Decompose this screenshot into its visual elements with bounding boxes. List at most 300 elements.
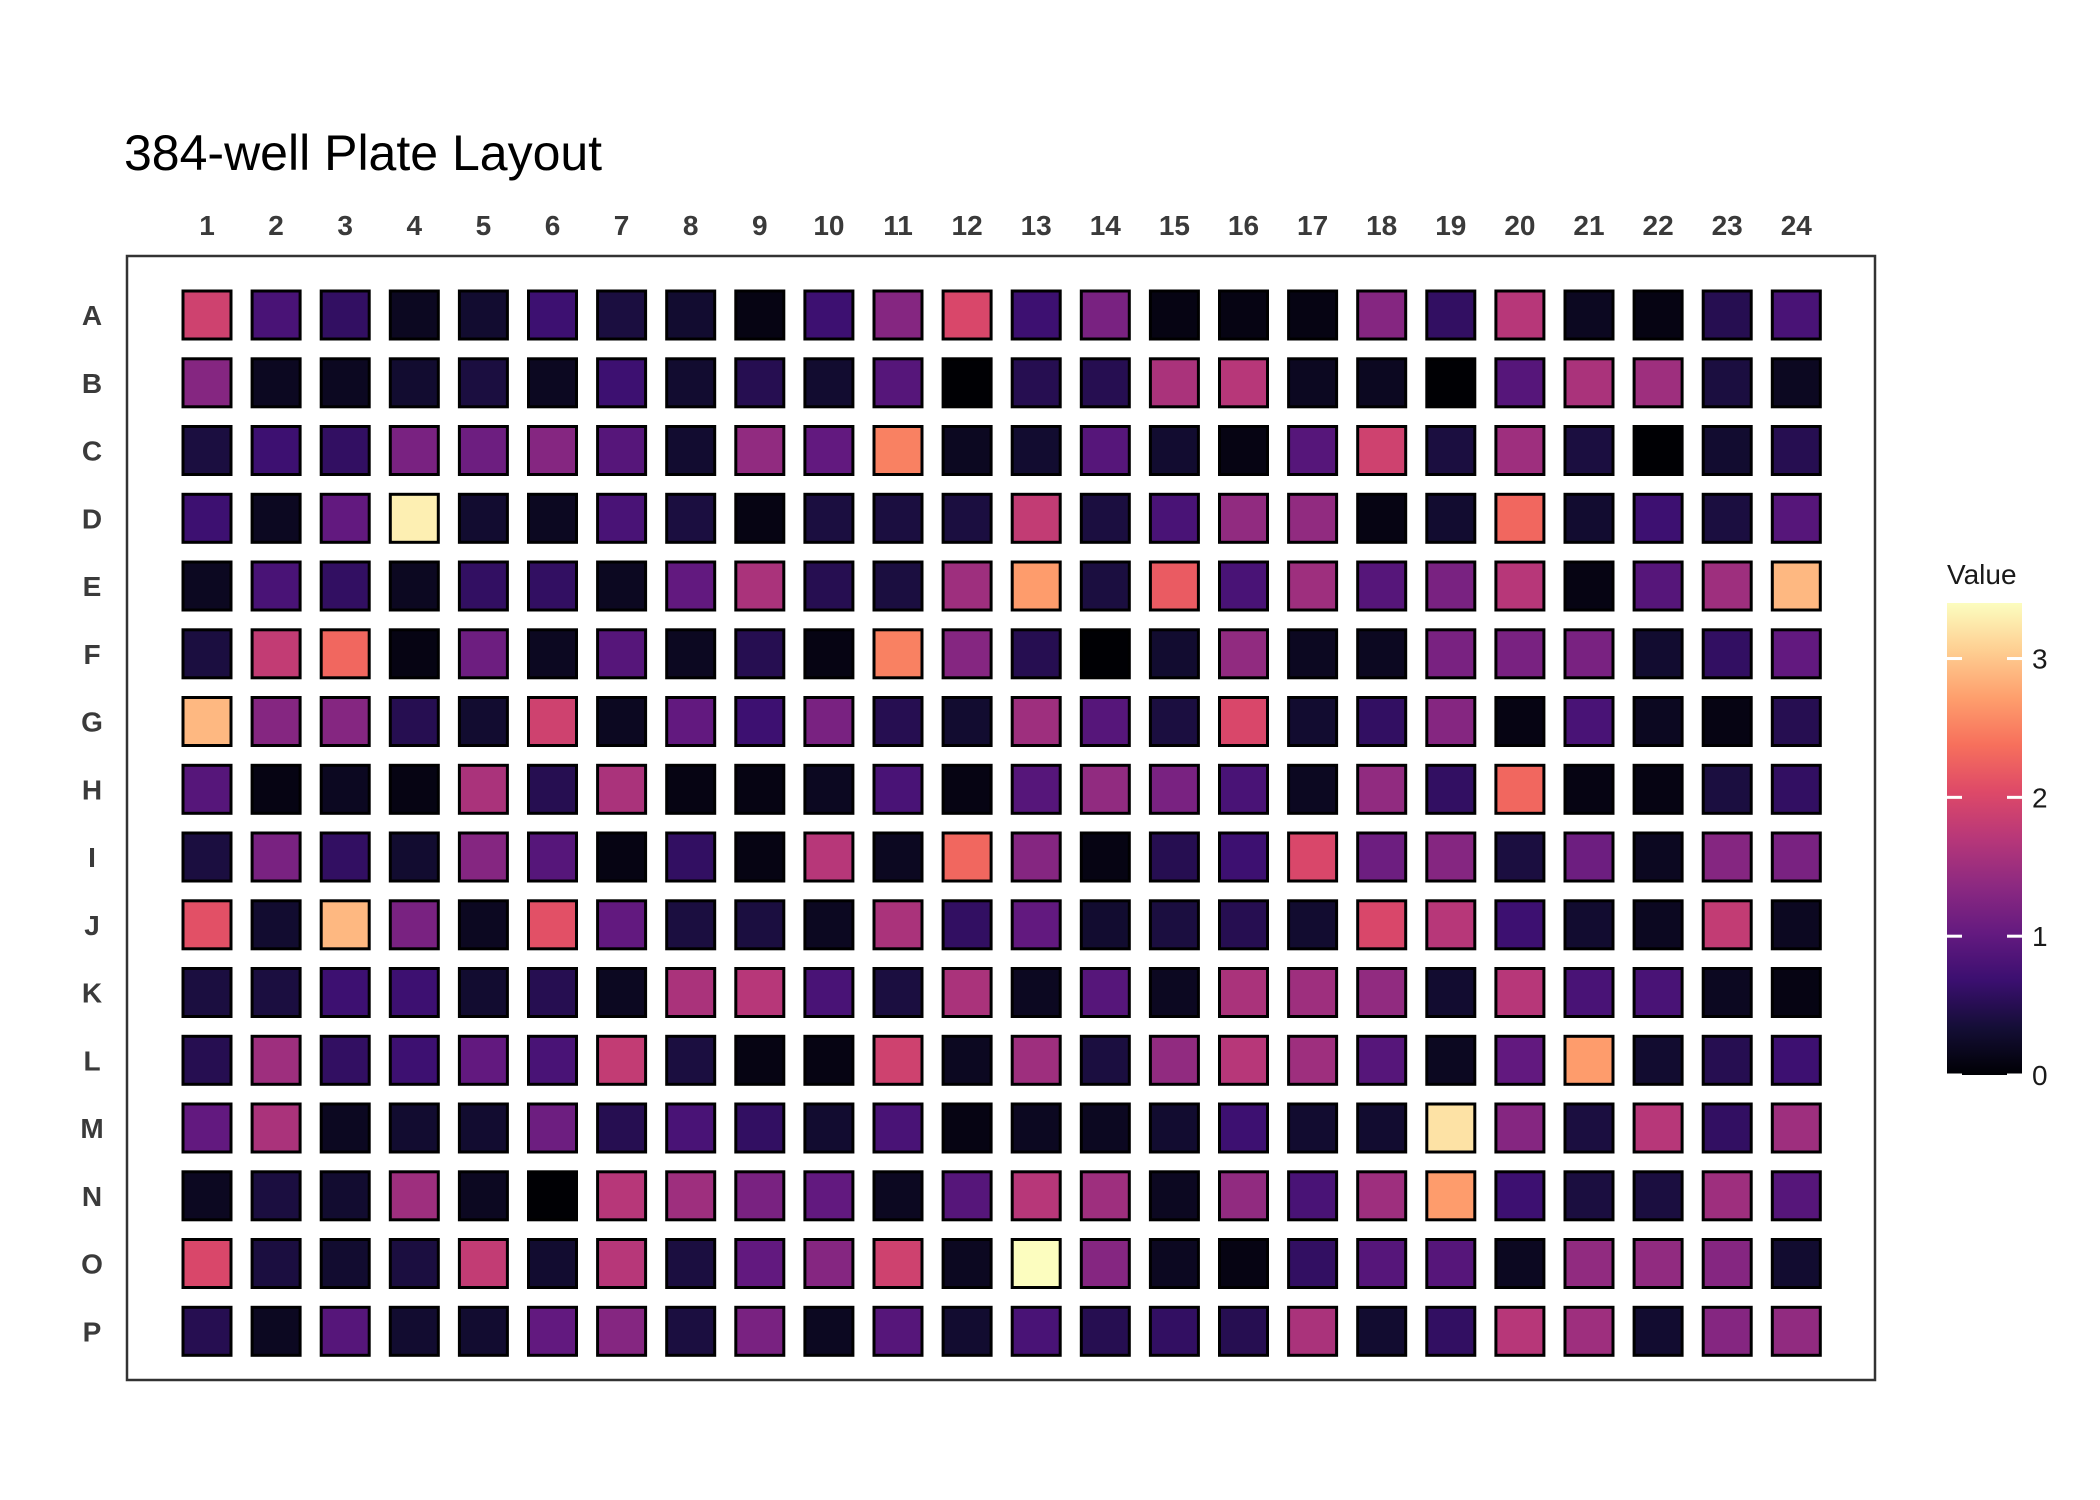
- well-E7: [598, 562, 646, 610]
- well-A23: [1703, 291, 1751, 339]
- well-A24: [1772, 291, 1820, 339]
- well-O11: [874, 1240, 922, 1288]
- well-H9: [736, 765, 784, 813]
- well-O3: [321, 1240, 369, 1288]
- well-K17: [1289, 969, 1337, 1017]
- well-B7: [598, 359, 646, 407]
- well-L14: [1081, 1036, 1129, 1084]
- well-A19: [1427, 291, 1475, 339]
- well-O7: [598, 1240, 646, 1288]
- well-K14: [1081, 969, 1129, 1017]
- well-I20: [1496, 833, 1544, 881]
- well-G7: [598, 698, 646, 746]
- well-E14: [1081, 562, 1129, 610]
- well-E22: [1634, 562, 1682, 610]
- column-label-1: 1: [199, 210, 215, 241]
- well-A6: [529, 291, 577, 339]
- column-label-21: 21: [1573, 210, 1605, 241]
- well-B2: [252, 359, 300, 407]
- well-I8: [667, 833, 715, 881]
- color-legend: [1947, 559, 2048, 1091]
- well-J18: [1358, 901, 1406, 949]
- well-H22: [1634, 765, 1682, 813]
- well-O16: [1220, 1240, 1268, 1288]
- well-I24: [1772, 833, 1820, 881]
- well-N3: [321, 1172, 369, 1220]
- well-L6: [529, 1036, 577, 1084]
- well-D3: [321, 494, 369, 542]
- well-A21: [1565, 291, 1613, 339]
- well-O22: [1634, 1240, 1682, 1288]
- well-A20: [1496, 291, 1544, 339]
- legend-tick-label-2: 2: [2032, 782, 2048, 814]
- well-H13: [1012, 765, 1060, 813]
- column-label-16: 16: [1227, 210, 1260, 241]
- column-labels: [199, 210, 1812, 241]
- well-B17: [1289, 359, 1337, 407]
- well-F1: [183, 630, 231, 678]
- legend-colorbar: [1947, 603, 2022, 1075]
- well-F8: [667, 630, 715, 678]
- well-G12: [943, 698, 991, 746]
- well-F15: [1150, 630, 1198, 678]
- column-label-19: 19: [1435, 210, 1467, 241]
- well-K15: [1150, 969, 1198, 1017]
- row-labels: [80, 300, 103, 1347]
- well-D7: [598, 494, 646, 542]
- well-N10: [805, 1172, 853, 1220]
- well-B22: [1634, 359, 1682, 407]
- well-C7: [598, 427, 646, 475]
- well-H14: [1081, 765, 1129, 813]
- well-F12: [943, 630, 991, 678]
- well-P9: [736, 1307, 784, 1355]
- well-I6: [529, 833, 577, 881]
- well-G22: [1634, 698, 1682, 746]
- well-M8: [667, 1104, 715, 1152]
- well-B4: [390, 359, 438, 407]
- well-L20: [1496, 1036, 1544, 1084]
- well-P11: [874, 1307, 922, 1355]
- well-A17: [1289, 291, 1337, 339]
- well-A9: [736, 291, 784, 339]
- well-I11: [874, 833, 922, 881]
- well-I10: [805, 833, 853, 881]
- well-A10: [805, 291, 853, 339]
- well-H12: [943, 765, 991, 813]
- well-L3: [321, 1036, 369, 1084]
- well-I13: [1012, 833, 1060, 881]
- well-K19: [1427, 969, 1475, 1017]
- well-F20: [1496, 630, 1544, 678]
- well-C24: [1772, 427, 1820, 475]
- row-label-I: I: [88, 842, 96, 873]
- well-I12: [943, 833, 991, 881]
- well-B5: [459, 359, 507, 407]
- row-label-G: G: [81, 706, 103, 738]
- well-B11: [874, 359, 922, 407]
- well-O18: [1358, 1240, 1406, 1288]
- well-E2: [252, 562, 300, 610]
- well-C10: [805, 427, 853, 475]
- well-F9: [736, 630, 784, 678]
- well-M3: [321, 1104, 369, 1152]
- well-M11: [874, 1104, 922, 1152]
- well-M24: [1772, 1104, 1820, 1152]
- well-D23: [1703, 494, 1751, 542]
- well-N23: [1703, 1172, 1751, 1220]
- well-E16: [1220, 562, 1268, 610]
- well-C15: [1150, 427, 1198, 475]
- well-I3: [321, 833, 369, 881]
- well-K2: [252, 969, 300, 1017]
- well-N18: [1358, 1172, 1406, 1220]
- well-B3: [321, 359, 369, 407]
- well-L7: [598, 1036, 646, 1084]
- well-J13: [1012, 901, 1060, 949]
- well-N22: [1634, 1172, 1682, 1220]
- well-L13: [1012, 1036, 1060, 1084]
- well-N7: [598, 1172, 646, 1220]
- well-H18: [1358, 765, 1406, 813]
- row-label-E: E: [82, 571, 102, 602]
- chart-title: 384-well Plate Layout: [124, 125, 603, 181]
- well-H6: [529, 765, 577, 813]
- row-label-J: J: [84, 909, 100, 941]
- well-K24: [1772, 969, 1820, 1017]
- well-N21: [1565, 1172, 1613, 1220]
- well-C14: [1081, 427, 1129, 475]
- column-label-18: 18: [1366, 210, 1398, 241]
- well-N9: [736, 1172, 784, 1220]
- well-D12: [943, 494, 991, 542]
- well-O2: [252, 1240, 300, 1288]
- well-H21: [1565, 765, 1613, 813]
- column-label-14: 14: [1089, 210, 1121, 241]
- well-I19: [1427, 833, 1475, 881]
- well-F19: [1427, 630, 1475, 678]
- well-C9: [736, 427, 784, 475]
- well-M17: [1289, 1104, 1337, 1152]
- column-label-5: 5: [475, 210, 492, 241]
- column-label-11: 11: [883, 210, 913, 241]
- well-A18: [1358, 291, 1406, 339]
- well-P12: [943, 1307, 991, 1355]
- well-C3: [321, 427, 369, 475]
- well-I4: [390, 833, 438, 881]
- well-P22: [1634, 1307, 1682, 1355]
- column-label-8: 8: [682, 210, 699, 241]
- column-label-12: 12: [951, 210, 983, 241]
- well-E6: [529, 562, 577, 610]
- well-J17: [1289, 901, 1337, 949]
- row-label-D: D: [81, 503, 103, 535]
- well-C11: [874, 427, 922, 475]
- well-F24: [1772, 630, 1820, 678]
- well-A15: [1150, 291, 1198, 339]
- well-P18: [1358, 1307, 1406, 1355]
- row-label-F: F: [83, 638, 101, 670]
- well-P13: [1012, 1307, 1060, 1355]
- well-J15: [1150, 901, 1198, 949]
- well-O19: [1427, 1240, 1475, 1288]
- well-F16: [1220, 630, 1268, 678]
- well-L15: [1150, 1036, 1198, 1084]
- well-M14: [1081, 1104, 1129, 1152]
- wells-grid: [183, 291, 1820, 1355]
- well-C1: [183, 427, 231, 475]
- well-A7: [598, 291, 646, 339]
- well-K12: [943, 969, 991, 1017]
- well-B21: [1565, 359, 1613, 407]
- column-label-15: 15: [1158, 210, 1190, 241]
- well-M22: [1634, 1104, 1682, 1152]
- well-H24: [1772, 765, 1820, 813]
- well-L22: [1634, 1036, 1682, 1084]
- row-label-C: C: [81, 435, 103, 467]
- well-A5: [459, 291, 507, 339]
- well-K11: [874, 969, 922, 1017]
- well-O13: [1012, 1240, 1060, 1288]
- well-F22: [1634, 630, 1682, 678]
- well-I22: [1634, 833, 1682, 881]
- well-H17: [1289, 765, 1337, 813]
- well-D22: [1634, 494, 1682, 542]
- well-L11: [874, 1036, 922, 1084]
- well-A13: [1012, 291, 1060, 339]
- well-M9: [736, 1104, 784, 1152]
- well-C19: [1427, 427, 1475, 475]
- well-D16: [1220, 494, 1268, 542]
- well-D10: [805, 494, 853, 542]
- well-O20: [1496, 1240, 1544, 1288]
- well-F23: [1703, 630, 1751, 678]
- well-I2: [252, 833, 300, 881]
- well-O23: [1703, 1240, 1751, 1288]
- well-C12: [943, 427, 991, 475]
- well-N15: [1150, 1172, 1198, 1220]
- well-E8: [667, 562, 715, 610]
- well-C6: [529, 427, 577, 475]
- well-E12: [943, 562, 991, 610]
- well-F10: [805, 630, 853, 678]
- well-M21: [1565, 1104, 1613, 1152]
- well-A14: [1081, 291, 1129, 339]
- row-label-N: N: [81, 1180, 103, 1212]
- well-L12: [943, 1036, 991, 1084]
- well-F13: [1012, 630, 1060, 678]
- well-I15: [1150, 833, 1198, 881]
- legend-tick-label-1: 1: [2032, 921, 2048, 953]
- well-P10: [805, 1307, 853, 1355]
- well-A3: [321, 291, 369, 339]
- well-P6: [529, 1307, 577, 1355]
- well-B10: [805, 359, 853, 407]
- well-G5: [459, 698, 507, 746]
- legend-tick-label-0: 0: [2032, 1060, 2048, 1091]
- well-G23: [1703, 698, 1751, 746]
- well-M10: [805, 1104, 853, 1152]
- column-label-3: 3: [337, 210, 353, 241]
- well-M13: [1012, 1104, 1060, 1152]
- well-C20: [1496, 427, 1544, 475]
- well-N2: [252, 1172, 300, 1220]
- well-I7: [598, 833, 646, 881]
- well-B1: [183, 359, 231, 407]
- well-H5: [459, 765, 507, 813]
- well-K9: [736, 969, 784, 1017]
- well-M6: [529, 1104, 577, 1152]
- well-H15: [1150, 765, 1198, 813]
- column-label-4: 4: [406, 210, 423, 241]
- well-D11: [874, 494, 922, 542]
- well-K7: [598, 969, 646, 1017]
- well-F4: [390, 630, 438, 678]
- well-O6: [529, 1240, 577, 1288]
- well-P24: [1772, 1307, 1820, 1355]
- well-E20: [1496, 562, 1544, 610]
- legend-title: Value: [1947, 559, 2017, 590]
- well-N1: [183, 1172, 231, 1220]
- well-J4: [390, 901, 438, 949]
- well-N19: [1427, 1172, 1475, 1220]
- well-F14: [1081, 630, 1129, 678]
- well-G11: [874, 698, 922, 746]
- well-H19: [1427, 765, 1475, 813]
- well-K1: [183, 969, 231, 1017]
- well-J12: [943, 901, 991, 949]
- well-L24: [1772, 1036, 1820, 1084]
- well-G8: [667, 698, 715, 746]
- well-J21: [1565, 901, 1613, 949]
- well-J14: [1081, 901, 1129, 949]
- well-M18: [1358, 1104, 1406, 1152]
- well-N20: [1496, 1172, 1544, 1220]
- well-F5: [459, 630, 507, 678]
- well-D20: [1496, 494, 1544, 542]
- well-D15: [1150, 494, 1198, 542]
- well-G15: [1150, 698, 1198, 746]
- well-P7: [598, 1307, 646, 1355]
- well-J22: [1634, 901, 1682, 949]
- well-H10: [805, 765, 853, 813]
- legend-tick-label-3: 3: [2032, 643, 2048, 675]
- column-label-17: 17: [1297, 210, 1329, 241]
- well-N5: [459, 1172, 507, 1220]
- well-N4: [390, 1172, 438, 1220]
- well-D4: [390, 494, 438, 542]
- well-N8: [667, 1172, 715, 1220]
- column-label-10: 10: [813, 210, 845, 241]
- well-F11: [874, 630, 922, 678]
- well-J3: [321, 901, 369, 949]
- well-O21: [1565, 1240, 1613, 1288]
- well-D18: [1358, 494, 1406, 542]
- well-F6: [529, 630, 577, 678]
- well-O5: [459, 1240, 507, 1288]
- well-P3: [321, 1307, 369, 1355]
- well-D2: [252, 494, 300, 542]
- well-M7: [598, 1104, 646, 1152]
- well-D5: [459, 494, 507, 542]
- well-L5: [459, 1036, 507, 1084]
- well-L21: [1565, 1036, 1613, 1084]
- well-O12: [943, 1240, 991, 1288]
- row-label-H: H: [81, 774, 103, 806]
- well-P8: [667, 1307, 715, 1355]
- well-G14: [1081, 698, 1129, 746]
- well-K4: [390, 969, 438, 1017]
- well-B14: [1081, 359, 1129, 407]
- well-P15: [1150, 1307, 1198, 1355]
- well-L18: [1358, 1036, 1406, 1084]
- well-E11: [874, 562, 922, 610]
- well-N14: [1081, 1172, 1129, 1220]
- well-O8: [667, 1240, 715, 1288]
- well-K16: [1220, 969, 1268, 1017]
- row-label-P: P: [82, 1316, 102, 1348]
- well-D6: [529, 494, 577, 542]
- well-E1: [183, 562, 231, 610]
- well-K3: [321, 969, 369, 1017]
- well-G17: [1289, 698, 1337, 746]
- well-H20: [1496, 765, 1544, 813]
- well-J11: [874, 901, 922, 949]
- well-M16: [1220, 1104, 1268, 1152]
- well-O10: [805, 1240, 853, 1288]
- column-label-13: 13: [1020, 210, 1052, 241]
- well-M2: [252, 1104, 300, 1152]
- well-M5: [459, 1104, 507, 1152]
- well-K20: [1496, 969, 1544, 1017]
- well-L9: [736, 1036, 784, 1084]
- well-A22: [1634, 291, 1682, 339]
- well-A4: [390, 291, 438, 339]
- well-D19: [1427, 494, 1475, 542]
- well-M23: [1703, 1104, 1751, 1152]
- well-P1: [183, 1307, 231, 1355]
- well-I16: [1220, 833, 1268, 881]
- well-K22: [1634, 969, 1682, 1017]
- well-G6: [529, 698, 577, 746]
- well-F7: [598, 630, 646, 678]
- well-E3: [321, 562, 369, 610]
- well-P23: [1703, 1307, 1751, 1355]
- well-D8: [667, 494, 715, 542]
- well-G1: [183, 698, 231, 746]
- well-H23: [1703, 765, 1751, 813]
- well-F2: [252, 630, 300, 678]
- well-P5: [459, 1307, 507, 1355]
- well-O14: [1081, 1240, 1129, 1288]
- well-K6: [529, 969, 577, 1017]
- well-C8: [667, 427, 715, 475]
- well-G18: [1358, 698, 1406, 746]
- row-label-M: M: [80, 1113, 104, 1144]
- well-G21: [1565, 698, 1613, 746]
- well-J9: [736, 901, 784, 949]
- column-label-20: 20: [1504, 210, 1536, 241]
- well-C16: [1220, 427, 1268, 475]
- well-D9: [736, 494, 784, 542]
- well-P19: [1427, 1307, 1475, 1355]
- well-E17: [1289, 562, 1337, 610]
- well-C23: [1703, 427, 1751, 475]
- well-L19: [1427, 1036, 1475, 1084]
- well-P17: [1289, 1307, 1337, 1355]
- well-F3: [321, 630, 369, 678]
- well-J6: [529, 901, 577, 949]
